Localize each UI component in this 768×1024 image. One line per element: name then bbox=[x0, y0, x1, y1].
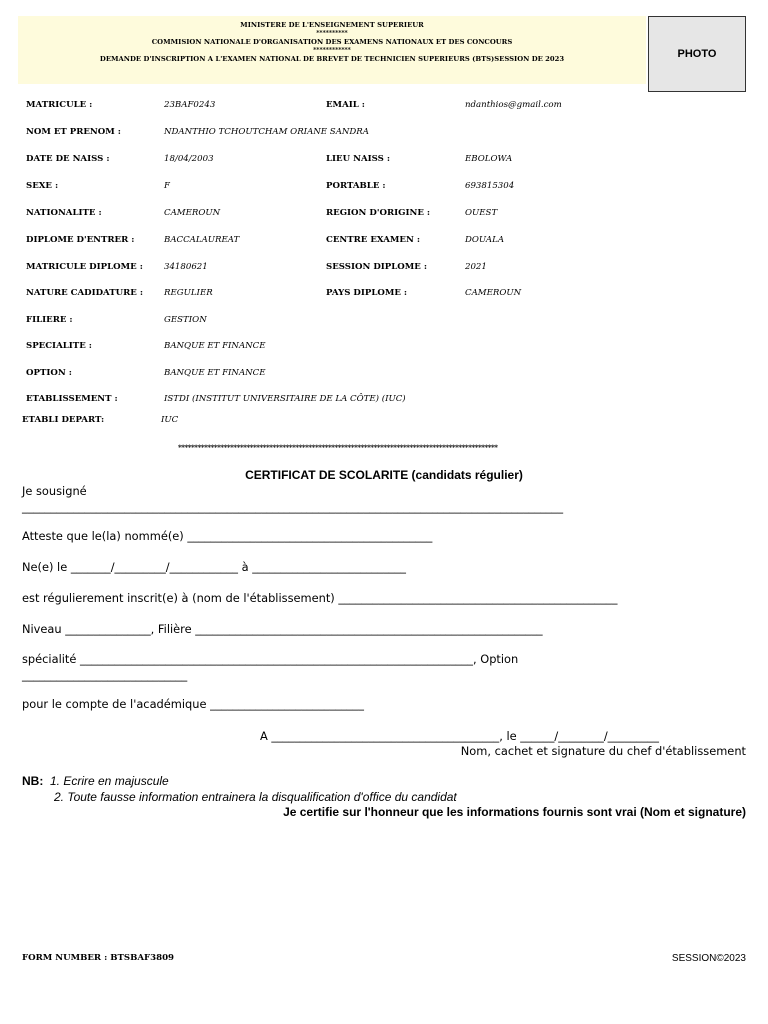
cert-line-academique: pour le compte de l'académique ___________________________ bbox=[22, 697, 364, 711]
cert-line-rule-1: _______________________________________________________________________________________________ bbox=[22, 500, 564, 514]
lieu-naiss-label: LIEU NAISS : bbox=[326, 154, 391, 164]
etabli-depart-label: ETABLI DEPART: bbox=[22, 415, 105, 425]
centre-value: DOUALA bbox=[465, 235, 505, 245]
form-number bbox=[22, 953, 174, 963]
nb-item-2: 2. Toute fausse information entrainera la disqualification d'office du candidat bbox=[54, 790, 457, 804]
portable-label: PORTABLE : bbox=[326, 181, 386, 191]
email-label: EMAIL : bbox=[326, 100, 365, 110]
sexe-label: SEXE : bbox=[26, 181, 59, 191]
form-number-value: : BTSBAF3809 bbox=[104, 953, 175, 963]
nb-item-1: 1. Ecrire en majuscule bbox=[50, 774, 169, 788]
lieu-naiss-value: EBOLOWA bbox=[465, 154, 513, 164]
centre-label: CENTRE EXAMEN : bbox=[326, 235, 420, 245]
nom-label: NOM ET PRENOM : bbox=[26, 127, 121, 137]
matricule-diplome-label: MATRICULE DIPLOME : bbox=[26, 262, 143, 272]
pays-diplome-label: PAYS DIPLOME : bbox=[326, 288, 408, 298]
cert-line-niveau: Niveau _______________, Filière _____________________________________________________________ bbox=[22, 622, 543, 636]
etablissement-label: ETABLISSEMENT : bbox=[26, 394, 118, 404]
etabli-depart-value: IUC bbox=[161, 415, 179, 425]
cert-line-ne-le: Ne(e) le _______/_________/____________ à ___________________________ bbox=[22, 560, 406, 574]
photo-box bbox=[648, 16, 746, 92]
filiere-value: GESTION bbox=[164, 315, 207, 325]
sexe-value: F bbox=[164, 181, 170, 191]
email-value: ndanthios@gmail.com bbox=[465, 100, 562, 110]
cert-line-je-sousigne: Je sousigné bbox=[22, 484, 87, 498]
form-number-label: FORM NUMBER bbox=[22, 953, 102, 963]
header-stars-1: ********** bbox=[316, 30, 348, 37]
nature-label: NATURE CADIDATURE : bbox=[26, 288, 144, 298]
nb-label: NB: bbox=[22, 774, 44, 788]
nationalite-value: CAMEROUN bbox=[164, 208, 221, 218]
cert-line-lieu-date: A ________________________________________, le ______/________/_________ bbox=[260, 729, 659, 743]
certify-statement: Je certifie sur l'honneur que les informations fournis sont vrai (Nom et signature) bbox=[283, 805, 746, 819]
certificate-title: CERTIFICAT DE SCOLARITE (candidats régulier) bbox=[245, 468, 523, 482]
session-footer: SESSION©2023 bbox=[671, 953, 746, 964]
cert-line-specialite: spécialité _____________________________________________________________________, Option bbox=[22, 652, 519, 666]
filiere-label: FILIERE : bbox=[26, 315, 73, 325]
specialite-value: BANQUE ET FINANCE bbox=[164, 341, 266, 351]
nationalite-label: NATIONALITE : bbox=[26, 208, 102, 218]
date-naiss-value: 18/04/2003 bbox=[164, 154, 214, 164]
demande-title: DEMANDE D'INSCRIPTION A L'EXAMEN NATIONAL DE BREVET DE TECHNICIEN SUPERIEURS (BTS)SESSION DE 2023 bbox=[99, 55, 565, 63]
document-header bbox=[18, 16, 646, 84]
cert-line-inscrit: est régulierement inscrit(e) à (nom de l'établissement) _________________________________________________ bbox=[22, 591, 618, 605]
region-label: REGION D'ORIGINE : bbox=[326, 208, 431, 218]
photo-label: PHOTO bbox=[677, 48, 717, 60]
pays-diplome-value: CAMEROUN bbox=[465, 288, 522, 298]
separator-stars: ************************************************************************************************** bbox=[178, 443, 498, 452]
portable-value: 693815304 bbox=[465, 181, 515, 191]
option-label: OPTION : bbox=[26, 368, 72, 378]
etablissement-value: ISTDI (INSTITUT UNIVERSITAIRE DE LA CÔTE) (IUC) bbox=[164, 394, 406, 404]
session-diplome-value: 2021 bbox=[465, 262, 487, 272]
region-value: OUEST bbox=[465, 208, 498, 218]
cert-line-signature: Nom, cachet et signature du chef d'établissement bbox=[460, 744, 746, 758]
header-stars-2: ************ bbox=[313, 47, 351, 54]
session-diplome-label: SESSION DIPLOME : bbox=[326, 262, 428, 272]
matricule-label: MATRICULE : bbox=[26, 100, 93, 110]
ministry-title: MINISTERE DE L'ENSEIGNEMENT SUPERIEUR bbox=[240, 21, 424, 29]
diplome-value: BACCALAUREAT bbox=[164, 235, 240, 245]
nature-value: REGULIER bbox=[164, 288, 213, 298]
nom-value: NDANTHIO TCHOUTCHAM ORIANE SANDRA bbox=[164, 127, 369, 137]
matricule-value: 23BAF0243 bbox=[164, 100, 216, 110]
diplome-label: DIPLOME D'ENTRER : bbox=[26, 235, 135, 245]
commission-title: COMMISION NATIONALE D'ORGANISATION DES EXAMENS NATIONAUX ET DES CONCOURS bbox=[151, 38, 513, 46]
date-naiss-label: DATE DE NAISS : bbox=[26, 154, 110, 164]
matricule-diplome-value: 34180621 bbox=[164, 262, 208, 272]
cert-line-atteste: Atteste que le(la) nommé(e) ___________________________________________ bbox=[22, 529, 433, 543]
cert-line-rule-2: _____________________________ bbox=[22, 668, 188, 682]
specialite-label: SPECIALITE : bbox=[26, 341, 92, 351]
option-value: BANQUE ET FINANCE bbox=[164, 368, 266, 378]
